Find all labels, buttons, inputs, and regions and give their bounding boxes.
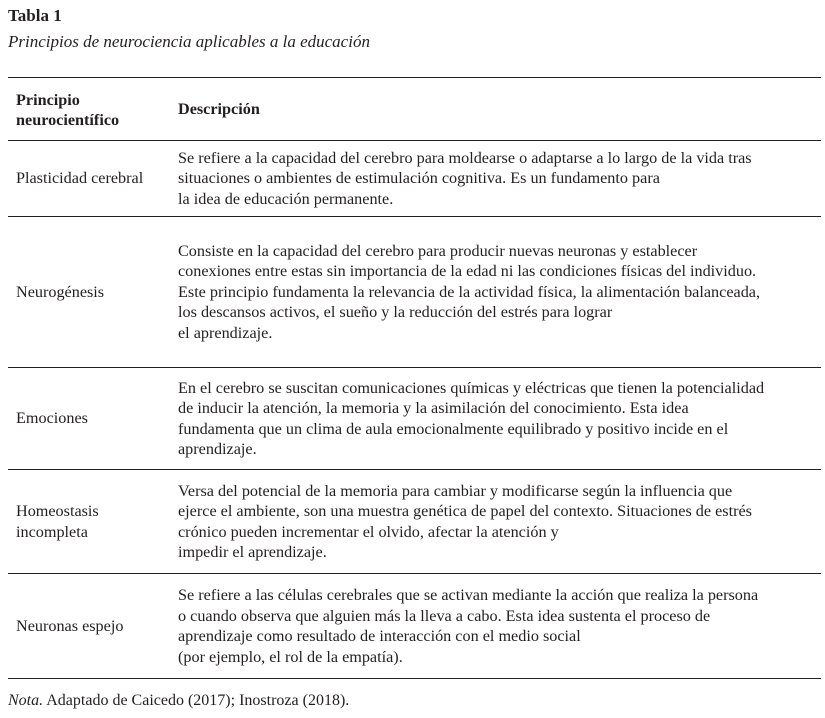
description-cell <box>170 217 821 368</box>
header-description: Descripción <box>170 78 821 141</box>
principle-cell <box>8 574 170 679</box>
description-line: aprendizaje como resultado de interacción con el medio social <box>178 627 581 645</box>
description-line: Se refiere a la capacidad del cerebro para moldearse o adaptarse a lo largo de la vida tras <box>178 148 752 167</box>
table-note <box>8 691 349 711</box>
principle-name: Homeostasis <box>16 502 99 520</box>
description-line: aprendizaje. <box>178 440 257 458</box>
header-principle-line: Principio <box>16 90 80 109</box>
principle-name: Neuronas espejo <box>16 616 124 635</box>
header-principle-line: neurocientífico <box>16 111 120 129</box>
description-line: el aprendizaje. <box>178 323 273 342</box>
description-cell <box>170 141 821 217</box>
description-line: conexiones entre estas sin importancia de la edad ni las condiciones físicas del individuo. <box>178 262 757 281</box>
principle-cell <box>8 368 170 470</box>
description-cell <box>170 470 821 574</box>
table-row <box>8 470 821 574</box>
description-line: ejerce el ambiente, son una muestra genética de papel del contexto. Situaciones de estrés <box>178 502 752 520</box>
description-line: Este principio fundamenta la relevancia de la actividad física, la alimentación balanceada, <box>178 282 761 301</box>
principle-name: incompleta <box>16 522 88 541</box>
note-text: Adaptado de Caicedo (2017); Inostroza (2018). <box>46 692 350 709</box>
description-line: Consiste en la capacidad del cerebro para producir nuevas neuronas y establecer <box>178 241 698 260</box>
table-header-row <box>8 78 821 141</box>
principle-cell <box>8 217 170 368</box>
note-label: Nota. <box>8 692 44 709</box>
table-row <box>8 141 821 217</box>
principle-cell <box>8 141 170 217</box>
principle-name: Emociones <box>16 409 88 428</box>
description-line: la idea de educación permanente. <box>178 189 394 208</box>
table-row <box>8 217 821 368</box>
description-line: de inducir la atención, la memoria y la asimilación del conocimiento. Esta idea <box>178 399 689 417</box>
description-line: Se refiere a las células cerebrales que se activan mediante la acción que realiza la persona <box>178 586 759 604</box>
table-row <box>8 368 821 470</box>
description-line: (por ejemplo, el rol de la empatía). <box>178 647 403 666</box>
table-label: Tabla 1 <box>8 6 62 25</box>
description-line: fundamenta que un clima de aula emocionalmente equilibrado y positivo incide en el <box>178 419 729 438</box>
table-row <box>8 574 821 679</box>
description-cell <box>170 574 821 679</box>
description-line: o cuando observa que alguien más la lleva a cabo. Esta idea sustenta el proceso de <box>178 606 711 625</box>
principle-name: Plasticidad cerebral <box>16 169 144 188</box>
description-line: situaciones o ambientes de estimulación cognitiva. Es un fundamento para <box>178 169 660 188</box>
description-line: crónico pueden incrementar el olvido, afectar la atención y <box>178 522 559 541</box>
description-line: Versa del potencial de la memoria para cambiar y modificarse según la influencia que <box>178 481 733 500</box>
description-line: los descansos activos, el sueño y la reducción del estrés para lograr <box>178 303 613 322</box>
table-title: Principios de neurociencia aplicables a la educación <box>8 32 370 51</box>
header-principle <box>8 78 170 141</box>
description-line: impedir el aprendizaje. <box>178 543 327 561</box>
principle-name: Neurogénesis <box>16 282 105 301</box>
description-line: En el cerebro se suscitan comunicaciones químicas y eléctricas que tienen la potencialidad <box>178 378 765 397</box>
principle-cell <box>8 470 170 574</box>
description-cell <box>170 368 821 470</box>
neuroscience-principles-table <box>8 77 821 679</box>
